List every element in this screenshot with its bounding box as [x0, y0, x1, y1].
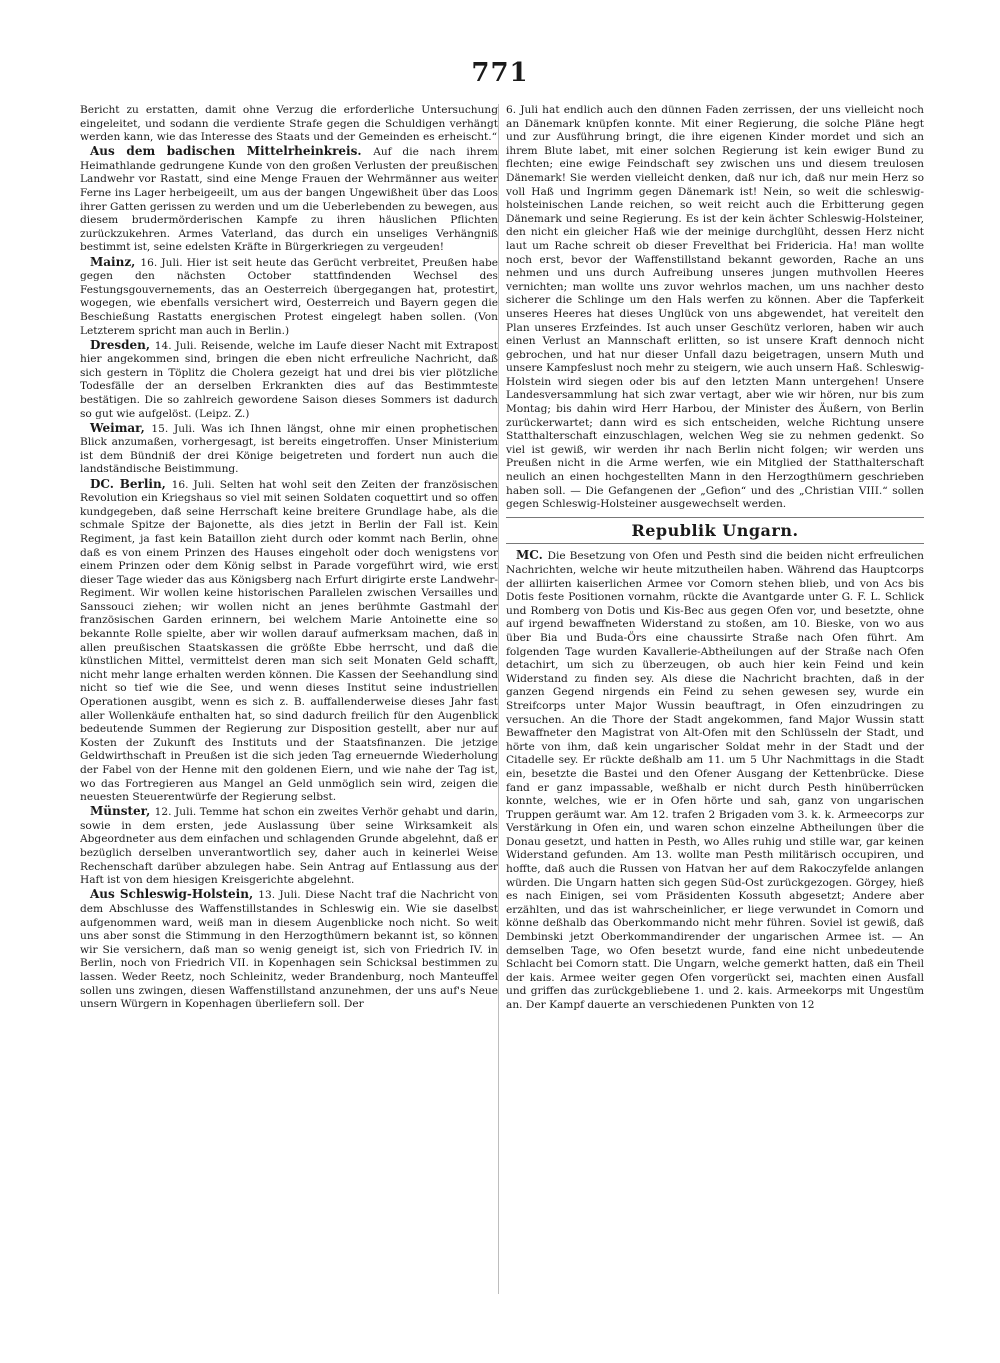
continuation-paragraph: 6. Juli hat endlich auch den dünnen Faden zerrissen, der uns vielleicht noch an Dänemark knüpfen konnte. Mit einer Regierung, die solche Pläne hegt und zur Ausführung bringt, die ihre eigenen Kinder mordet und sich an ihrem Blute labet, mit einer solchen Regierung ist kein ewiger Bund zu flechten; eine ewige Feindschaft sey zwischen uns und diesem treulosen Dänemark! Sie werden vielleicht denken, daß nur ich, daß nur mein Herz so voll Haß und Ingrimm gegen Dänemark ist! Nein, so weit die schleswig-holsteinischen Lande reichen, so weit reicht auch die Erbitterung gegen Dänemark und seine Regierung. Es ist der kein ächter Schleswig-Holsteiner, den nicht ein gleicher Haß wie der meinige durchglüht, dessen Herz nicht laut um Rache schreit ob dieser Frevelthat bei Fridericia. Ha! man wollte noch erst, bevor der Waffenstillstand bekannt geworden, Rache an uns nehmen und uns durch Aufreibung unseres jungen muthvollen Heeres vernichten; man wollte uns zuvor wehrlos machen, um uns nachher desto sicherer die Schlinge um den Hals werfen zu können. Aber die Tapferkeit unseres Heeres hat dieses Unglück von uns abgewendet, hat vereitelt den Plan unseres Erzfeindes. Ist auch unser Geschütz verloren, haben wir auch einen Verlust an Mannschaft erlitten, so ist unsere Kraft dennoch nicht gebrochen, und hat nur dieser Unfall dazu beigetragen, unsern Muth und unsere Kampfeslust noch mehr zu steigern, wie auch unsern Haß. Schleswig-Holstein wird siegen oder bis auf den letzten Mann untergehen! Unsere Landesversammlung hat sich zwar vertagt, aber wie wir hören, nur bis zum Montag; bis dahin wird Herr Harbou, der Minister des Äußern, von Berlin zurückerwartet; dann wird es sich entscheiden, welche Richtung unsere Statthalterschaft einzuschlagen, welchen Weg sie zu nehmen gedenkt. So viel ist gewiß, wir werden ihr nach Berlin nicht folgen; wir werden uns Preußen nicht in die Arme werfen, wie ein Mitglied der Statthalterschaft neulich an einen hochgestellten Mann in den Herzogthümern geschrieben haben soll. — Die Gefangenen der „Gefion“ und des „Christian VIII.“ sollen gegen Schleswig-Holsteiner ausgewechselt werden. — [506, 104, 924, 511]
article-text: 15. Juli. Was ich Ihnen längst, ohne mir einen prophetischen Blick anzumaßen, vorhergesagt, ist bereits eingetroffen. Unser Ministerium ist dem Bündniß der drei Könige beigetreten und fordert nun auch die landständische Beistimmung. — [80, 422, 498, 476]
intro-paragraph: Bericht zu erstatten, damit ohne Verzug die erforderliche Untersuchung eingeleitet, und sodann die verdiente Strafe gegen die Schuldigen verhängt werden kann, wie das Interesse des Staats und der Gemeinden es erheischt.“ — [80, 104, 498, 144]
article-dateline: MC. — [516, 548, 548, 563]
article-text: 16. Juli. Hier ist seit heute das Gerücht verbreitet, Preußen habe gegen den nächsten October stattfindenden Wechsel des Festungsgouvernements, das an Oesterreich übergegangen hat, protestirt, wogegen, wie ebenfalls versichert wird, Oesterreich und Bayern gegen die Beschießung Rastatts energischen Protest eingelegt haben sollen. (Von Letzterem spricht man auch in Berlin.) — [80, 256, 498, 337]
section-heading: Republik Ungarn. — [631, 520, 799, 540]
article-badischer-mittelrheinkreis — [80, 145, 498, 255]
article-text: Auf die nach ihrem Heimathlande gedrungene Kunde von den großen Verlusten der preußischen Landwehr vor Rastatt, sind eine Menge Frauen der Wehrmänner aus weiter Ferne ins Lager herbeigeeilt, um aus der bangen Ungewißheit über das Loos ihrer Gatten gerissen zu werden und um die Ueberlebenden zu bewegen, aus diesem brudermörderischen Kampfe zu ihren häuslichen Pflichten zurückzukehren. Armes Vaterland, das durch ein unseliges Verhängniß bestimmt ist, seine edelsten Kräfte in Bürgerkriegen zu vergeuden! — [80, 146, 498, 254]
article-schleswig-holstein — [80, 888, 498, 1011]
article-dateline: Dresden, — [90, 337, 155, 352]
article-text: Die Besetzung von Ofen und Pesth sind die beiden nicht erfreulichen Nachrichten, welche wir heute mitzutheilen haben. Während das Hauptcorps der alliirten kaiserlichen Armee vor Comorn stehen blieb, und von Acs bis Dotis feste Positionen vornahm, rückte die Avantgarde unter G. F. L. Schlick und Romberg von Dotis und Kis-Bec aus gegen Ofen vor, und besetzte, ohne auf irgend bewaffneten Widerstand zu stoßen, am 10. Bieske, von wo aus über Bia und Buda-Örs eine chaussirte Straße nach Ofen führt. Am folgenden Tage wurden Kavallerie-Abtheilungen auf der Straße nach Ofen detachirt, um sich zu überzeugen, ob auch hier kein Feind und kein Widerstand zu finden sey. Als diese die Nachricht brachten, daß in der ganzen Gegend nirgends ein Feind zu sehen gewesen sey, wurde ein Streifcorps unter Major Wussin beauftragt, in Ofen einzudringen zu versuchen. An die Thore der Stadt angekommen, fand Major Wussin statt Bewaffneter den Magistrat von Alt-Ofen mit den Schlüsseln der Stadt, und hörte von ihm, daß kein ungarischer Soldat mehr in der Stadt und der Citadelle sey. Er rückte deßhalb am 11. um 5 Uhr Nachmittags in die Stadt ein, besetzte die Bastei und den Ofener Ausgang der Kettenbrücke. Diese fand er ganz impassable, weßhalb er nicht durch Pesth hinüberrücken konnte, welches, wie er in Ofen hörte und sah, ganz von ungarischen Truppen geräumt war. Am 12. trafen 2 Brigaden vom 3. k. k. Armeecorps zur Verstärkung in Ofen ein, und waren schon einzelne Abtheilungen über die Donau gesetzt, und hatten in Pesth, wo Alles ruhig und stille war, gar keinen Widerstand gefunden. Am 13. wollte man Pesth militärisch occupiren, und hoffte, daß auch die Russen von Hatvan her auf dem Rakoczyfelde anlangen würden. Die Ungarn hatten sich gegen Süd-Ost zurückgezogen. Görgey, hieß es nach Einigen, sei vom Präsidenten Kossuth abgesetzt; Andere aber erzählten, und das ist wahrscheinlicher, er liege verwundet in Comorn und könne deßhalb das Oberkommando nicht mehr führen. Soviel ist gewiß, daß Dembinski jetzt Oberkommandirender der ungarischen Armee ist. — An demselben Tage, wo Ofen besetzt wurde, fand eine nicht unbedeutende Schlacht bei Comorn statt. Die Ungarn, welche gemerkt hatten, daß ein Theil der kais. Armee weiter gegen Ofen vorgerückt sei, machten einen Ausfall und griffen das zurückgebliebene 1. und 2. kais. Armeekorps mit Ungestüm an. Der Kampf dauerte an verschiedenen Punkten von 12 — [506, 550, 924, 1011]
section-rule — [506, 543, 924, 544]
article-dateline: Mainz, — [90, 254, 141, 269]
page-number: 771 — [471, 58, 529, 88]
section-rule — [506, 517, 924, 518]
article-text: 16. Juli. Selten hat wohl seit den Zeiten der französischen Revolution ein Kriegshaus so viel mit seinen Soldaten coquettirt und so offen kundgegeben, daß seine Herrschaft keine breitere Grundlage habe, als die schmale Spitze der Bajonette, als dies jetzt in Berlin der Fall ist. Kein Regiment, ja fast kein Bataillon zieht durch oder kommt nach Berlin, ohne daß es von einem Prinzen des Hauses eingeholt oder doch wenigstens vor einem Prinzen oder dem König selbst in Parade vorgeführt wird, wie erst dieser Tage wieder das aus Königsberg nach Erfurt dirigirte erste Landwehr-Regiment. Wir wollen keine historischen Parallelen zwischen Versailles und Sanssouci ziehen; wir wollen nicht an jenes berühmte Gastmahl der französischen Garden erinnern, bei welchem Marie Antoinette eine so bekannte Rolle spielte, aber wir wollen darauf aufmerksam machen, daß in allen preußischen Staatskassen die größte Ebbe herrscht, und daß die künstlichen Mittel, vermittelst deren man sich seit Monaten Geld schafft, nicht mehr lange erhalten werden können. Die Kassen der Seehandlung sind nicht so tief wie die See, und wenn dieses Institut seine industriellen Operationen ausgibt, wenn es sich z. B. auffallenderweise dieses Jahr fast aller Wollenkäufe enthalten hat, so sind dadurch freilich für den Augenblick bedeutende Summen der Regierung zur Disposition gestellt, aber nur auf Kosten der Zukunft des Instituts und der Staatsfinanzen. Die jetzige Geldwirthschaft in Preußen ist die sich jeden Tag erneuernde Wiederholung der Fabel von der Henne mit den goldenen Eiern, und wie nahe der Tag ist, wo das Fortregieren aus Mangel an Geld unmöglich sein wird, zeigen die neuesten Steuerentwürfe der Regierung selbst. — [80, 478, 498, 804]
article-dresden — [80, 339, 498, 422]
article-dateline: Weimar, — [90, 420, 152, 435]
article-berlin — [80, 478, 498, 805]
article-weimar — [80, 422, 498, 477]
article-mainz — [80, 256, 498, 339]
article-text: 13. Juli. Diese Nacht traf die Nachricht von dem Abschlusse des Waffenstillstandes in Schleswig ein. Wie sie daselbst aufgenommen ward, weiß man in diesem Augenblicke noch nicht. So weit uns aber sonst die Stimmung in den Herzogthümern bekannt ist, so können wir Sie versichern, daß man so wenig geneigt ist, sich von Friedrich IV. in Berlin, noch von Friedrich VII. in Kopenhagen sein Schicksal bestimmen zu lassen. Weder Reetz, noch Schleinitz, weder Brandenburg, noch Manteuffel sollen uns zwingen, diesen Waffenstillstand anzunehmen, der uns auf's Neue unsern Würgern in Kopenhagen überliefern soll. Der — [80, 889, 498, 1011]
right-column — [506, 104, 924, 1304]
article-ungarn — [506, 549, 924, 1012]
column-divider — [498, 104, 499, 1294]
article-dateline: DC. Berlin, — [90, 476, 172, 491]
left-column — [80, 104, 498, 1332]
article-text: 12. Juli. Temme hat schon ein zweites Verhör gehabt und darin, sowie in dem ersten, jede Auslassung über seine Wirksamkeit als Abgeordneter aus dem einfachen und schlagenden Grunde abgelehnt, daß er bezüglich derselben unverantwortlich sey, daher auch in keinerlei Weise Rechenschaft darüber abzulegen habe. Sein Antrag auf Entlassung aus der Haft ist von dem hiesigen Kreisgerichte abgelehnt. — [80, 806, 498, 887]
article-dateline: Münster, — [90, 804, 155, 819]
article-dateline: Aus dem badischen Mittelrheinkreis. — [90, 144, 374, 159]
article-muenster — [80, 805, 498, 888]
article-dateline: Aus Schleswig-Holstein, — [90, 887, 259, 902]
article-text: 14. Juli. Reisende, welche im Laufe dieser Nacht mit Extrapost hier angekommen sind, bringen die eben nicht erfreuliche Nachricht, daß sich gestern in Töplitz die Cholera gezeigt hat und drei bis vier plötzliche Todesfälle der an derselben Erkrankten dies auf das Bestimmteste bestätigen. Die so zahlreich gewordene Saison dieses Sommers ist dadurch so gut wie aufgelöst. (Leipz. Z.) — [80, 339, 498, 420]
